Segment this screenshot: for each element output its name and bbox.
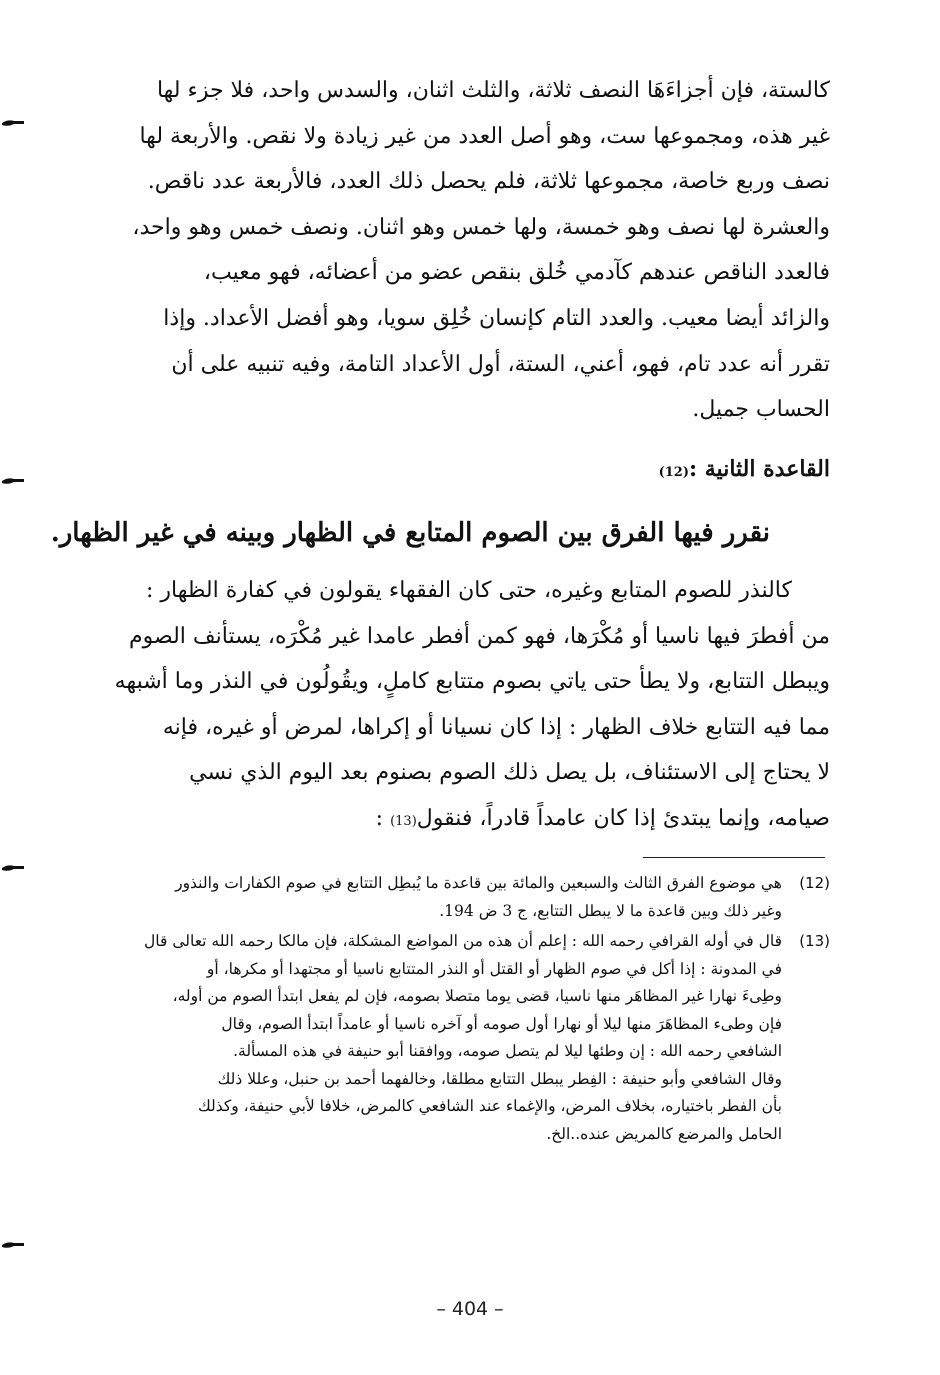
footnote-line: فإن وطىء المظاهَرَ منها ليلا أو نهارا أول صومه أو آخره ناسيا أو عامداً ابتدأ الصوم، وقال [221,1014,782,1033]
footnote-line: الحامل والمرضع كالمريض عنده..الخ. [546,1124,782,1143]
body-line: فالعدد الناقص عندهم كآدمي خُلق بنقص عضو من أعضائه، فهو معيب، [203,260,830,286]
rule-statement: نقرر فيها الفرق بين الصوم المتابع في الظهار وبينه في غير الظهار. [50,518,770,548]
body-paragraph-2 [78,568,830,845]
footnotes [78,870,830,1151]
footnote-separator [643,857,825,858]
margin-mark [2,118,24,128]
margin-mark [2,476,24,486]
body-line: لا يحتاج إلى الاستئناف، بل يصل ذلك الصوم بصنوم بعد اليوم الذي نسي [189,760,830,786]
body-line: نصف وربع خاصة، مجموعها ثلاثة، فلم يحصل ذلك العدد، فالأربعة عدد ناقص. [147,169,830,195]
footnote-ref: (13) [390,813,417,829]
page-number: – 404 – [436,1298,504,1320]
margin-mark [2,1240,24,1250]
footnote-line: وقال الشافعي وأبو حنيفة : الفِطر يبطل التتابع مطلقا، وخالفهما أحمد بن حنبل، وعللا ذلك [217,1069,782,1088]
body-line: ويبطل التتابع، ولا يطأ حتى ياتي بصوم متتابع كاملٍ، ويقُولُون في النذر وما أشبهه [114,669,830,695]
body-paragraph-1 [78,68,830,433]
body-line-last [78,796,830,845]
footnote-number: (12) [799,874,830,892]
body-line: والزائد أيضا معيب. والعدد التام كإنسان خُلِق سويا، وهو أفضل الأعداد. وإذا [163,305,830,331]
section-heading [659,456,830,482]
body-line: كالنذر للصوم المتابع وغيره، حتى كان الفقهاء يقولون في كفارة الظهار : [146,578,792,603]
footnote [78,928,830,1148]
margin-mark [2,863,24,873]
footnote [78,870,830,925]
footnote-line: هي موضوع الفرق الثالث والسبعين والمائة بين قاعدة ما يُبطِل التتابع في صوم الكفارات والنذور [175,874,782,892]
body-line: الحساب جميل. [692,397,830,423]
footnote-line: الشافعي رحمه الله : إن وطئها ليلا لم يتصل صومه، ووافقنا أبو حنيفة في هذه المسألة. [233,1042,782,1060]
body-line: غير هذه، ومجموعها ست، وهو أصل العدد من غير زيادة ولا نقص. والأربعة لها [139,123,830,149]
footnote-line: وطِىءَ نهارا غير المظاهَر منها ناسيا، قضى يوما متصلا بصومه، فإن لم يفعل ابتدأ الصوم من أوله، [172,987,782,1005]
body-line: تقرر أنه عدد تام، فهو، أعني، الستة، أول الأعداد التامة، وفيه تنبيه على أن [171,351,830,377]
footnote-ref: (12) [658,465,689,480]
body-line-tail: : [375,805,391,831]
body-line: والعشرة لها نصف وهو خمسة، ولها خمس وهو اثنان. ونصف خمس وهو واحد، [132,214,830,240]
body-line-text: صيامه، وإنما يبتدئ إذا كان عامداً قادراً، فنقول [416,805,830,831]
footnote-number: (13) [799,932,830,950]
footnote-line: وغير ذلك وبين قاعدة ما لا يبطل التتابع، ج 3 ض 194. [439,901,782,920]
footnote-line: في المدونة : إذا أكل في صوم الظهار أو القتل أو النذر المتتابع ناسيا أو مجتهدا أو مكرها، أو [206,959,782,978]
footnote-line: بأن الفطر باختياره، بخلاف المرض، والإغماء عند الشافعي كالمرض، خلافا لأبي حنيفة، وكذلك [197,1097,782,1115]
body-line: كالستة، فإن أجزاءَهَا النصف ثلاثة، والثلث اثنان، والسدس واحد، فلا جزء لها [156,78,830,103]
section-heading-label: القاعدة الثانية : [688,456,830,482]
body-line: من أفطرَ فيها ناسيا أو مُكْرَها، فهو كمن أفطر عامدا غير مُكْرَه، يستأنف الصوم [129,623,830,649]
footnote-line: قال في أوله القرافي رحمه الله : إعلم أن هذه من المواضع المشكلة، فإن مالكا رحمه الله تعالى قال [144,932,782,950]
body-line: مما فيه التتابع خلاف الظهار : إذا كان نسيانا أو إكراها، لمرض أو غيره، فإنه [162,714,830,740]
